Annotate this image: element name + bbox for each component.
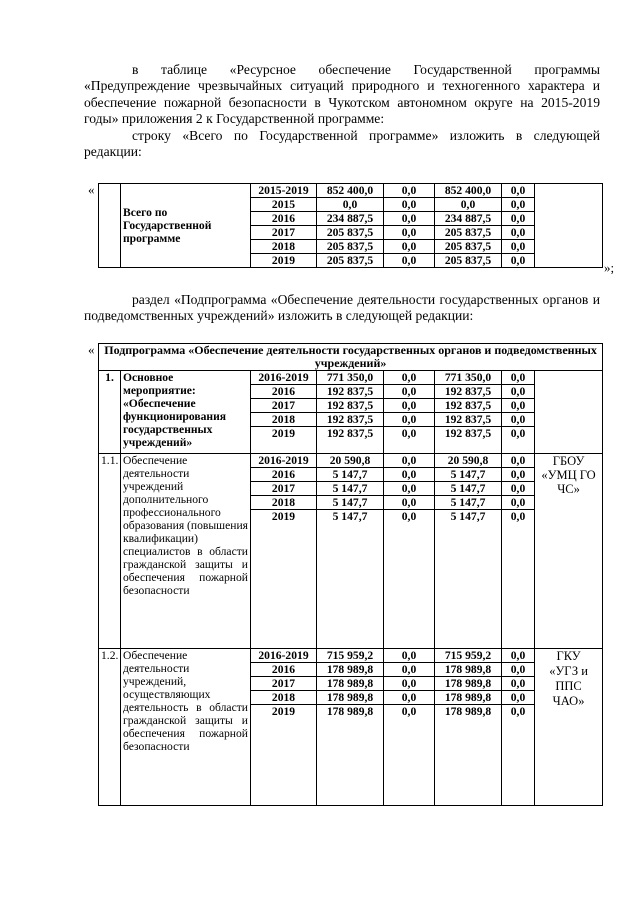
year-cell: 2017: [251, 482, 317, 496]
other-cell: 0,0: [502, 454, 535, 468]
total-cell: 852 400,0: [317, 184, 384, 198]
block-number: 1.2.: [99, 649, 121, 806]
year-cell: 2016: [251, 385, 317, 399]
other-cell: 0,0: [502, 677, 535, 691]
table-row: [99, 371, 603, 385]
executor-cell: ГБОУ «УМЦ ГО ЧС»: [535, 454, 603, 649]
other-cell: 0,0: [502, 482, 535, 496]
total-cell: 192 837,5: [317, 399, 384, 413]
okrug-cell: 178 989,8: [435, 677, 502, 691]
year-cell: 2019: [251, 254, 317, 268]
federal-cell: 0,0: [384, 413, 435, 427]
intro-paragraph: в таблице «Ресурсное обеспечение Государственной программы «Предупреждение чрезвычайных ситуаций природного и техногенного характера и обеспечение пожарной безопасности в Чукотском автономном округе на 2015-2019 годы» приложения 2 к Государственной программе:: [84, 62, 600, 127]
other-cell: 0,0: [502, 705, 535, 806]
federal-cell: 0,0: [384, 496, 435, 510]
subprogram-table: [98, 343, 603, 806]
total-cell: 192 837,5: [317, 385, 384, 399]
okrug-cell: 192 837,5: [435, 427, 502, 454]
table2-open-quote: «: [88, 342, 95, 357]
total-cell: 205 837,5: [317, 254, 384, 268]
okrug-cell: 771 350,0: [435, 371, 502, 385]
year-cell: 2019: [251, 427, 317, 454]
okrug-cell: 5 147,7: [435, 482, 502, 496]
total-cell: 0,0: [317, 198, 384, 212]
block-name: Обеспечение деятельности учреждений дополнительного профессионального образования (повышения квалификации) специалистов в области гражданской защиты и обеспечения пожарной безопасности: [121, 454, 251, 649]
section-paragraph: раздел «Подпрограмма «Обеспечение деятельности государственных органов и подведомственных учреждений» изложить в следующей редакции:: [84, 292, 600, 324]
block-number: 1.: [99, 371, 121, 454]
other-cell: 0,0: [502, 496, 535, 510]
okrug-cell: 192 837,5: [435, 413, 502, 427]
table-row: [99, 454, 603, 468]
other-cell: 0,0: [502, 226, 535, 240]
other-cell: 0,0: [502, 649, 535, 663]
total-cell: 192 837,5: [317, 427, 384, 454]
executor-cell: [535, 371, 603, 454]
year-cell: 2018: [251, 691, 317, 705]
okrug-cell: 178 989,8: [435, 691, 502, 705]
okrug-cell: 852 400,0: [435, 184, 502, 198]
okrug-cell: 178 989,8: [435, 705, 502, 806]
year-cell: 2016-2019: [251, 371, 317, 385]
federal-cell: 0,0: [384, 399, 435, 413]
okrug-cell: 715 959,2: [435, 649, 502, 663]
year-cell: 2018: [251, 496, 317, 510]
federal-cell: 0,0: [384, 212, 435, 226]
federal-cell: 0,0: [384, 454, 435, 468]
year-cell: 2017: [251, 226, 317, 240]
federal-cell: 0,0: [384, 254, 435, 268]
okrug-cell: 0,0: [435, 198, 502, 212]
other-cell: 0,0: [502, 663, 535, 677]
okrug-cell: 205 837,5: [435, 254, 502, 268]
instruction-paragraph: строку «Всего по Государственной программе» изложить в следующей редакции:: [84, 128, 600, 160]
okrug-cell: 205 837,5: [435, 240, 502, 254]
other-cell: 0,0: [502, 691, 535, 705]
table-row: [99, 649, 603, 663]
subprogram-header-row: [99, 344, 603, 371]
total-cell: 178 989,8: [317, 677, 384, 691]
subprogram-title: Подпрограмма «Обеспечение деятельности государственных органов и подведомственных учреждений»: [99, 344, 603, 371]
table1-body: [99, 184, 603, 268]
executor-cell: ГКУ «УГЗ и ППС ЧАО»: [535, 649, 603, 806]
total-cell: 20 590,8: [317, 454, 384, 468]
total-cell: 234 887,5: [317, 212, 384, 226]
year-cell: 2017: [251, 399, 317, 413]
federal-cell: 0,0: [384, 510, 435, 649]
year-cell: 2016-2019: [251, 649, 317, 663]
other-cell: 0,0: [502, 254, 535, 268]
total-cell: 771 350,0: [317, 371, 384, 385]
federal-cell: 0,0: [384, 226, 435, 240]
year-cell: 2016: [251, 663, 317, 677]
other-cell: 0,0: [502, 212, 535, 226]
other-cell: 0,0: [502, 468, 535, 482]
block-name: Обеспечение деятельности учреждений, осуществляющих деятельность в области гражданской защиты и обеспечения пожарной безопасности: [121, 649, 251, 806]
year-cell: 2019: [251, 510, 317, 649]
federal-cell: 0,0: [384, 240, 435, 254]
year-cell: 2016: [251, 212, 317, 226]
total-cell: 5 147,7: [317, 510, 384, 649]
year-cell: 2019: [251, 705, 317, 806]
executor-cell: [535, 184, 603, 268]
table1-open-quote: «: [88, 182, 95, 197]
federal-cell: 0,0: [384, 198, 435, 212]
total-program-table: [98, 183, 603, 268]
table2-body: [99, 344, 603, 806]
total-cell: 5 147,7: [317, 468, 384, 482]
federal-cell: 0,0: [384, 371, 435, 385]
block-name: Основное мероприятие: «Обеспечение функционирования государственных учреждений»: [121, 371, 251, 454]
year-cell: 2018: [251, 240, 317, 254]
okrug-cell: 205 837,5: [435, 226, 502, 240]
year-cell: 2018: [251, 413, 317, 427]
federal-cell: 0,0: [384, 427, 435, 454]
federal-cell: 0,0: [384, 705, 435, 806]
federal-cell: 0,0: [384, 468, 435, 482]
total-cell: 192 837,5: [317, 413, 384, 427]
federal-cell: 0,0: [384, 649, 435, 663]
other-cell: 0,0: [502, 413, 535, 427]
total-cell: 715 959,2: [317, 649, 384, 663]
year-cell: 2015: [251, 198, 317, 212]
total-cell: 178 989,8: [317, 705, 384, 806]
okrug-cell: 5 147,7: [435, 510, 502, 649]
federal-cell: 0,0: [384, 385, 435, 399]
total-cell: 5 147,7: [317, 482, 384, 496]
okrug-cell: 178 989,8: [435, 663, 502, 677]
total-program-label: Всего по Государственной программе: [121, 184, 251, 268]
year-cell: 2016-2019: [251, 454, 317, 468]
table1-close-quote: »;: [604, 260, 615, 275]
federal-cell: 0,0: [384, 482, 435, 496]
okrug-cell: 5 147,7: [435, 496, 502, 510]
federal-cell: 0,0: [384, 663, 435, 677]
other-cell: 0,0: [502, 399, 535, 413]
okrug-cell: 192 837,5: [435, 399, 502, 413]
total-cell: 5 147,7: [317, 496, 384, 510]
block-number: 1.1.: [99, 454, 121, 649]
okrug-cell: 5 147,7: [435, 468, 502, 482]
total-cell: 205 837,5: [317, 226, 384, 240]
total-cell: 178 989,8: [317, 691, 384, 705]
year-cell: 2016: [251, 468, 317, 482]
other-cell: 0,0: [502, 184, 535, 198]
other-cell: 0,0: [502, 385, 535, 399]
other-cell: 0,0: [502, 198, 535, 212]
other-cell: 0,0: [502, 510, 535, 649]
okrug-cell: 234 887,5: [435, 212, 502, 226]
year-cell: 2015-2019: [251, 184, 317, 198]
federal-cell: 0,0: [384, 184, 435, 198]
federal-cell: 0,0: [384, 691, 435, 705]
other-cell: 0,0: [502, 371, 535, 385]
other-cell: 0,0: [502, 427, 535, 454]
table1-num-cell: [99, 184, 121, 268]
okrug-cell: 20 590,8: [435, 454, 502, 468]
table-row: [99, 184, 603, 198]
total-cell: 178 989,8: [317, 663, 384, 677]
okrug-cell: 192 837,5: [435, 385, 502, 399]
other-cell: 0,0: [502, 240, 535, 254]
federal-cell: 0,0: [384, 677, 435, 691]
year-cell: 2017: [251, 677, 317, 691]
total-cell: 205 837,5: [317, 240, 384, 254]
